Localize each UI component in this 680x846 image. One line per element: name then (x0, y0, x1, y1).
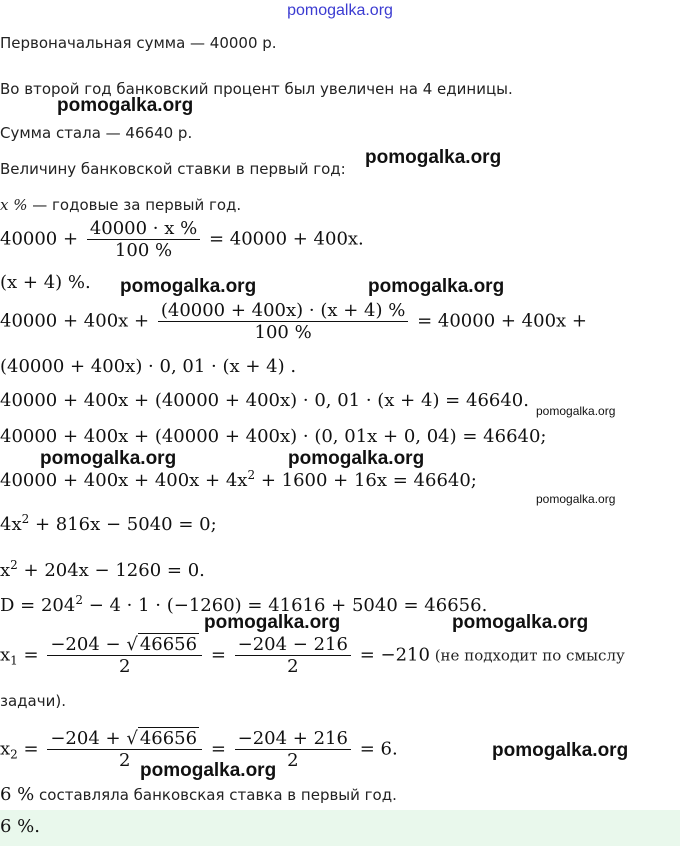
eq1-fraction (87, 218, 200, 261)
x1-fraction-2 (235, 634, 351, 677)
eq8-part-a: 4x (0, 514, 22, 535)
x-percent-line (0, 196, 241, 214)
equation-6: 40000 + 400x + (40000 + 400x) · (0, 01x + 0, 04) = 46640; (0, 426, 547, 447)
eq3-denominator: 100 % (158, 321, 409, 343)
eq1-numerator: 40000 · x % (89, 218, 198, 239)
watermark: pomogalka.org (365, 147, 502, 168)
disc-part-b: − 4 · 1 · (−1260) = 41616 + 5040 = 46656. (82, 595, 488, 616)
watermark: pomogalka.org (204, 612, 341, 633)
x1-label: x (0, 644, 11, 666)
eq9-exponent: 2 (10, 558, 18, 572)
x1-radicand: 46656 (139, 634, 198, 655)
x1-sqrt: √ 46656 (126, 634, 198, 655)
eq3-left: 40000 + 400x + (0, 310, 150, 332)
eq1-left: 40000 + (0, 228, 79, 250)
equation-2: (x + 4) %. (0, 272, 91, 293)
watermark: pomogalka.org (40, 448, 177, 469)
x1-note: (не подходит по смыслу (429, 646, 625, 665)
watermark: pomogalka.org (492, 740, 629, 761)
x2-denominator-2: 2 (235, 749, 351, 771)
x1-numerator-1 (47, 634, 202, 655)
x1-denominator-2: 2 (235, 655, 351, 677)
equation-x2: $x_2$ = $\frac{-204 + √ 46656}{2}$ = $\frac{-204 + 216}{2}$ = 6. (0, 728, 398, 771)
equation-8 (0, 514, 217, 535)
equation-7 (0, 470, 477, 491)
conclusion-line (0, 784, 397, 805)
eq3-fraction (158, 300, 409, 343)
eq9-part-b: + 204x − 1260 = 0. (17, 560, 205, 581)
sum-became-line: Сумма стала — 46640 р. (0, 124, 193, 142)
watermark: pomogalka.org (536, 404, 616, 418)
watermark: pomogalka.org (452, 612, 589, 633)
eq7-exponent: 2 (247, 468, 256, 482)
watermark: pomogalka.org (368, 276, 505, 297)
x-percent-var: x % (0, 196, 28, 214)
eq8-exponent: 2 (21, 512, 30, 526)
watermark: pomogalka.org (536, 492, 616, 506)
x1-subscript: 1 (10, 653, 18, 668)
eq9-part-a: x (0, 560, 11, 581)
eq1-denominator: 100 % (87, 239, 200, 261)
x1-result: = −210 (359, 644, 430, 666)
eq7-part-a: 40000 + 400x + 400x + 4x (0, 470, 248, 491)
answer-value: 6 %. (0, 816, 40, 837)
conclusion-text: составляла банковская ставка в первый год. (34, 786, 397, 804)
watermark-top: pomogalka.org (287, 2, 393, 19)
x1-denominator-1: 2 (47, 655, 202, 677)
eq8-part-b: + 816x − 5040 = 0; (29, 514, 217, 535)
answer-box (0, 810, 680, 846)
x2-result: = 6. (359, 738, 398, 760)
x1-num1-text: −204 − (50, 634, 121, 655)
x2-num1-text: −204 + (50, 728, 121, 749)
eq3-right: = 40000 + 400x + (417, 310, 587, 332)
equation-3 (0, 300, 587, 343)
equation-x1: $x_1$ = $\frac{-204 - √ 46656}{2}$ = $\frac{-204 - 216}{2}$ = −210 (не подходит по смыслу (0, 634, 625, 677)
conclusion-value: 6 % (0, 784, 35, 805)
eq1-right: = 40000 + 400x. (208, 228, 364, 250)
x2-label: x (0, 738, 11, 760)
watermark: pomogalka.org (140, 760, 277, 781)
equation-5: 40000 + 400x + (40000 + 400x) · 0, 01 · (x + 4) = 46640. (0, 390, 529, 411)
x2-subscript: 2 (10, 747, 18, 762)
x1-note-continued: задачи). (0, 692, 66, 710)
x1-fraction-1 (47, 634, 202, 677)
x2-sqrt: √ 46656 (126, 728, 198, 749)
watermark: pomogalka.org (288, 448, 425, 469)
eq3-numerator: (40000 + 400x) · (x + 4) % (160, 300, 406, 321)
disc-exponent: 2 (75, 593, 83, 607)
x2-radicand: 46656 (139, 728, 198, 749)
equation-4: (40000 + 400x) · 0, 01 · (x + 4) . (0, 356, 297, 377)
watermark: pomogalka.org (120, 276, 257, 297)
rate-first-year-line: Величину банковской ставки в первый год: (0, 160, 346, 178)
x-percent-text: — годовые за первый год. (27, 196, 242, 214)
equation-1 (0, 218, 364, 261)
equation-9 (0, 560, 205, 581)
disc-part-a: D = 204 (0, 595, 76, 616)
x2-numerator-2: −204 + 216 (237, 728, 348, 749)
x1-numerator-2: −204 − 216 (237, 634, 348, 655)
x2-numerator-1 (47, 728, 202, 749)
initial-sum-line: Первоначальная сумма — 40000 р. (0, 34, 277, 52)
x2-denominator-1: 2 (47, 749, 202, 771)
watermark: pomogalka.org (57, 95, 194, 116)
eq7-part-b: + 1600 + 16x = 46640; (255, 470, 477, 491)
percent-increase-line: Во второй год банковский процент был увеличен на 4 единицы. (0, 80, 513, 98)
